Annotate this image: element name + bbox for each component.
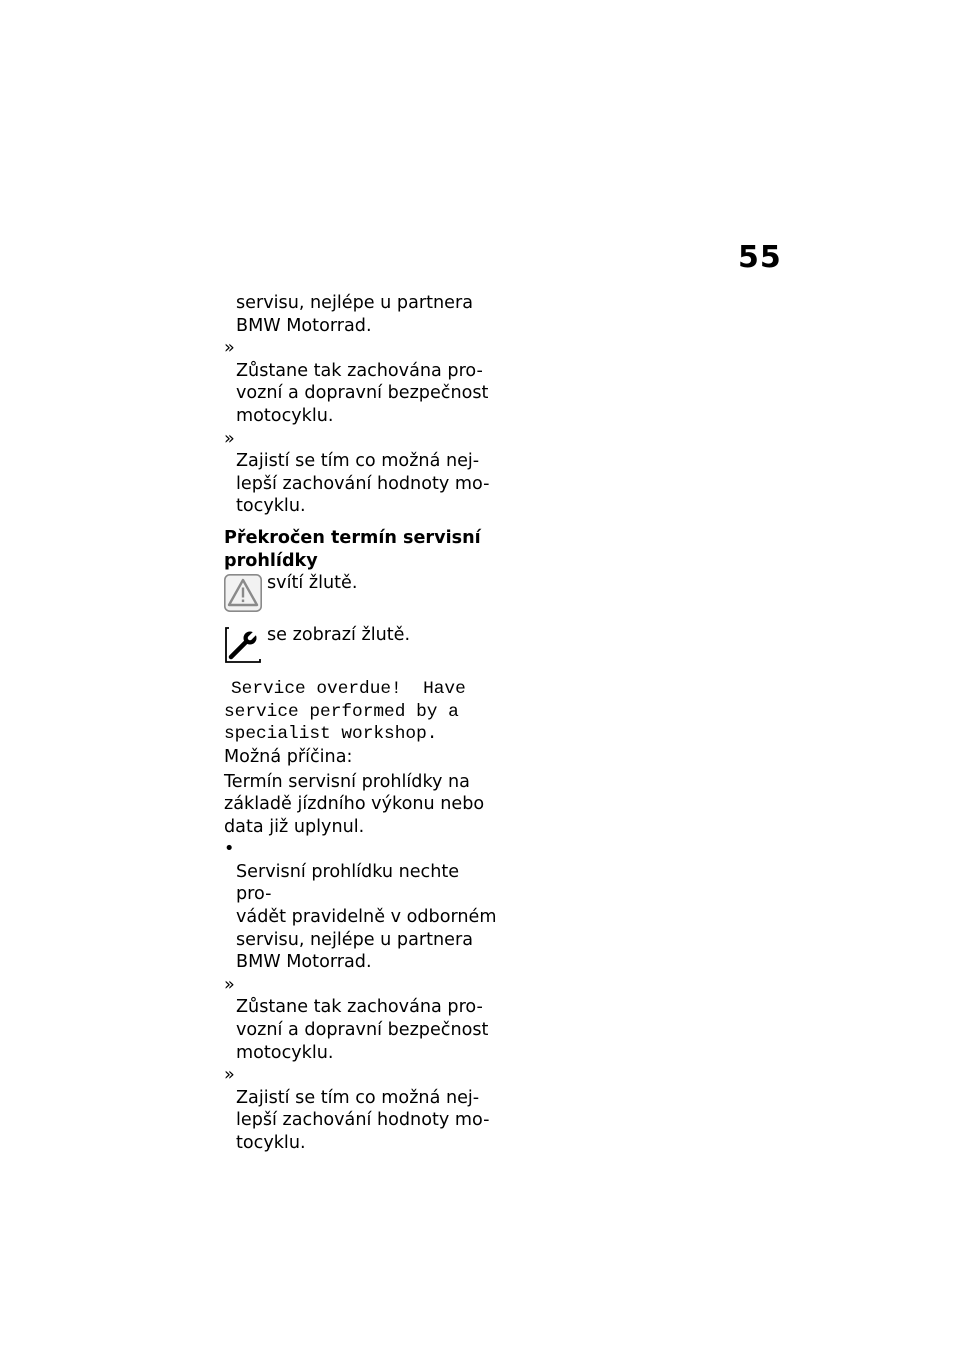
result-text: Zajistí se tím co možná nej- lepší zachování hodnoty mo- tocyklu. bbox=[236, 1087, 490, 1153]
content-column bbox=[224, 292, 499, 1155]
display-message bbox=[224, 678, 499, 746]
cause-text: Termín servisní prohlídky na základě jízdního výkonu nebo data již uplynul. bbox=[224, 771, 485, 837]
result-text: Zůstane tak zachována pro- vozní a dopravní bezpečnost motocyklu. bbox=[236, 997, 489, 1063]
action-text: Servisní prohlídku nechte pro- vádět pravidelně v odborném servisu, nejlépe u partnera BMW Motorrad. bbox=[236, 861, 497, 973]
intro-result-item bbox=[224, 337, 499, 427]
result-text: Zajistí se tím co možná nej- lepší zachování hodnoty mo- tocyklu. bbox=[236, 451, 490, 517]
intro-continuation: servisu, nejlépe u partnera BMW Motorrad. bbox=[236, 293, 474, 336]
indicator-row-wrench bbox=[224, 624, 499, 664]
result-marker: » bbox=[224, 1065, 235, 1086]
display-message-line: Service overdue! Have bbox=[231, 679, 466, 700]
result-marker: » bbox=[224, 974, 235, 995]
cause-label: Možná příčina: bbox=[224, 746, 353, 767]
result-marker: » bbox=[224, 428, 235, 449]
result-text: Zůstane tak zachována pro- vozní a dopravní bezpečnost motocyklu. bbox=[236, 360, 489, 426]
result-item bbox=[224, 1064, 499, 1154]
section-heading: Překročen termín servisní prohlídky bbox=[224, 527, 481, 571]
intro-result-item bbox=[224, 428, 499, 518]
wrench-icon bbox=[224, 626, 262, 664]
page-number: 55 bbox=[738, 240, 782, 275]
action-item bbox=[224, 838, 499, 974]
indicator-row-warning bbox=[224, 572, 499, 612]
display-message-line: service performed by a bbox=[224, 701, 459, 722]
indicator-text: se zobrazí žlutě. bbox=[267, 625, 411, 646]
result-item bbox=[224, 974, 499, 1064]
bullet-marker: • bbox=[224, 839, 235, 860]
warning-triangle-icon bbox=[224, 574, 262, 612]
result-marker: » bbox=[224, 338, 235, 359]
display-message-line: specialist workshop. bbox=[224, 724, 438, 745]
indicator-text: svítí žlutě. bbox=[267, 573, 358, 594]
